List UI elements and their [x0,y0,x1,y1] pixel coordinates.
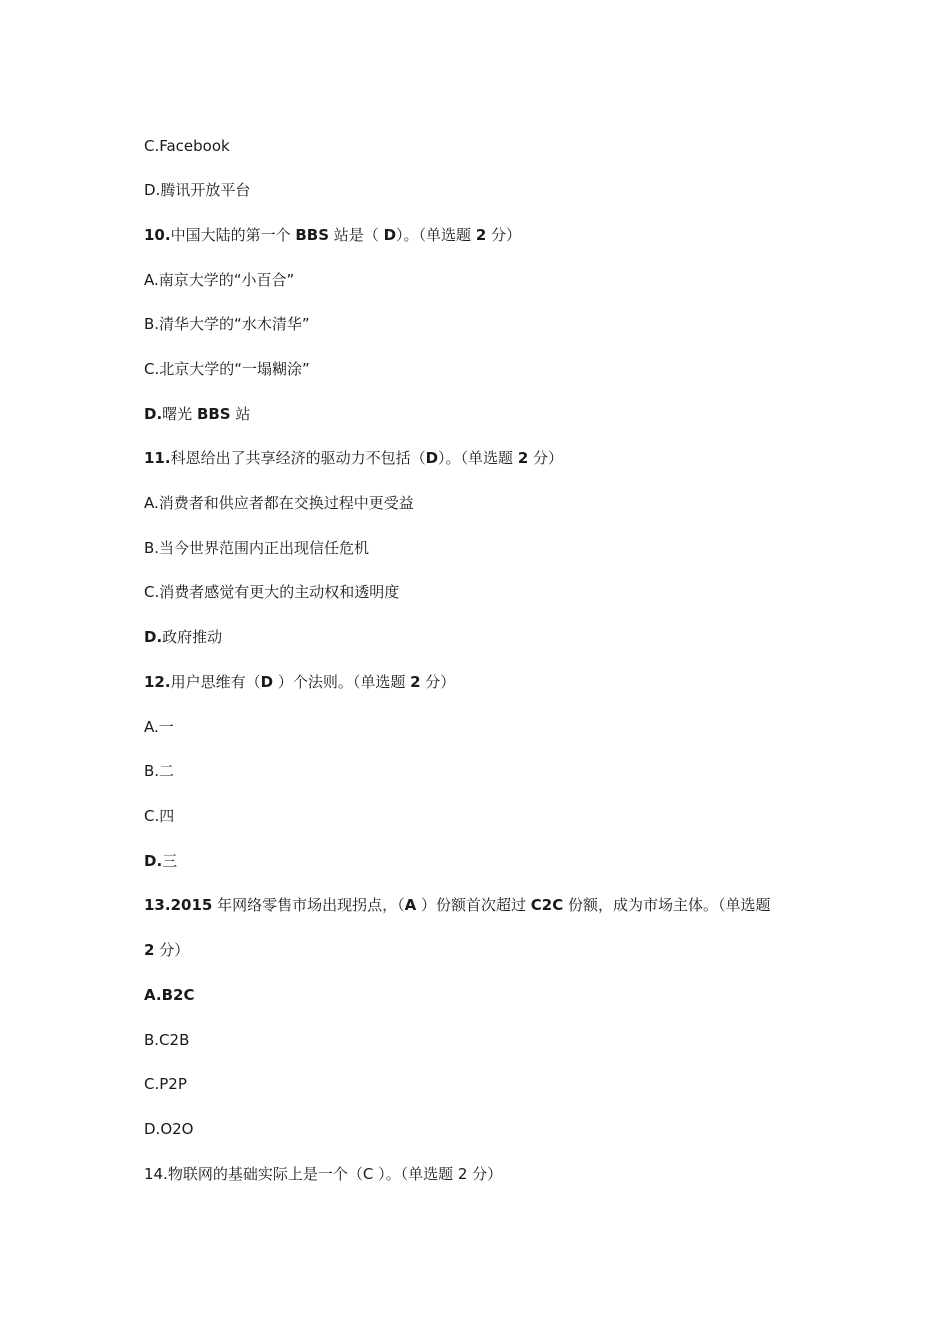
text: 14.物联网的基础实际上是一个（C ）。（单选题 2 分） [144,1165,503,1183]
option-a-q11 [144,493,414,513]
text: A.南京大学的“小百合” [144,271,295,289]
question-13 [144,895,771,915]
text: 13.2015 [144,896,213,914]
text: D.腾讯开放平台 [144,181,251,199]
answer: D [425,449,439,467]
option-c-q10 [144,359,310,379]
option-d-q13 [144,1119,193,1139]
text: BBS [295,226,330,244]
question-13-continued [144,940,189,960]
text: D. [144,852,163,870]
text: 分） [154,941,190,959]
text: 曙光 [162,405,197,423]
text: 分） [528,449,564,467]
text: D.O2O [144,1120,194,1138]
option-c-q11 [144,582,399,602]
text: 2 [144,941,155,959]
text: A.B2C [144,986,195,1004]
text: C.Facebook [144,137,230,155]
option-a-q13 [144,985,194,1005]
text: ）。（单选题 [438,449,518,467]
option-d-q11 [144,627,222,647]
text: C.北京大学的“一塌糊涂” [144,360,310,378]
answer: A [404,896,417,914]
text: 站 [230,405,251,423]
option-d-q9 [144,180,250,200]
option-b-q12 [144,761,174,781]
text: 站是（ [329,226,384,244]
answer: D [260,673,274,691]
answer: D [383,226,397,244]
text: B.C2B [144,1031,190,1049]
text: 分） [486,226,522,244]
text: 分） [420,673,456,691]
text: 12. [144,673,171,691]
text: BBS [196,405,231,423]
text: B.清华大学的“水木清华” [144,315,310,333]
option-d-q12 [144,851,177,871]
text: B.当今世界范围内正出现信任危机 [144,539,370,557]
option-d-q10 [144,404,250,424]
text: 三 [162,852,178,870]
text: 2 [410,673,421,691]
text: A.消费者和供应者都在交换过程中更受益 [144,494,414,512]
text: 份额，成为市场主体。（单选题 [563,896,771,914]
option-a-q10 [144,270,294,290]
text: ）个法则。（单选题 [273,673,411,691]
question-14 [144,1164,502,1184]
text: A.一 [144,718,174,736]
text: ）。（单选题 [396,226,476,244]
option-c-q9 [144,136,230,156]
text: 政府推动 [162,628,223,646]
question-12 [144,672,455,692]
question-11 [144,448,563,468]
text: 用户思维有（ [170,673,261,691]
option-c-q12 [144,806,174,826]
text: D. [144,628,163,646]
text: D. [144,405,163,423]
text: C.四 [144,807,175,825]
text: C.P2P [144,1075,187,1093]
text: C.消费者感觉有更大的主动权和透明度 [144,583,400,601]
text: 10. [144,226,171,244]
option-b-q13 [144,1030,189,1050]
text: 2 [517,449,529,467]
option-a-q12 [144,717,174,737]
text: 11. [144,449,171,467]
option-c-q13 [144,1074,187,1094]
text: ）份额首次超过 [416,896,531,914]
text: C2C [530,896,564,914]
option-b-q10 [144,314,310,334]
text: 年网络零售市场出现拐点，（ [212,896,405,914]
text: 2 [475,226,487,244]
option-b-q11 [144,538,369,558]
text: 中国大陆的第一个 [170,226,296,244]
text: B.二 [144,762,175,780]
text: 科恩给出了共享经济的驱动力不包括（ [170,449,426,467]
question-10 [144,225,521,245]
